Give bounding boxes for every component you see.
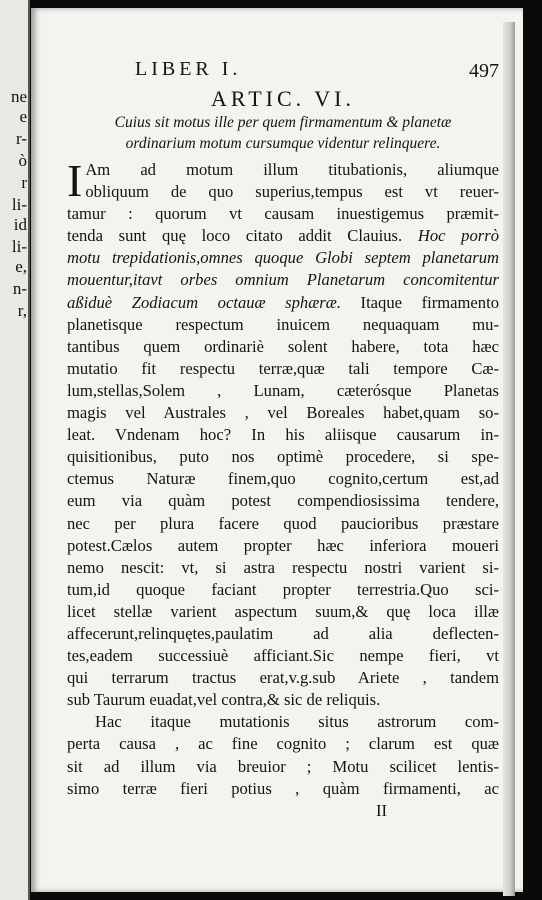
- drop-cap: I: [67, 155, 83, 206]
- catchword: II: [375, 800, 387, 820]
- margin-fragment: e: [19, 107, 27, 126]
- article-heading: ARTIC. VI.: [211, 86, 355, 111]
- text-line: ctemus Naturæ finem,quo cognito,certum est,ad: [67, 469, 499, 489]
- text-line: simo terræ fieri potius , quàm firmamenti, ac: [67, 778, 499, 798]
- margin-fragment: id: [13, 215, 27, 234]
- text-line: quisitionibus, puto nos optimè procedere, si spe-: [67, 447, 499, 467]
- margin-fragment: r,: [17, 301, 27, 320]
- text-line: nec per plura facere quod paucioribus præstare: [67, 513, 499, 533]
- page-text: [67, 58, 499, 822]
- margin-fragment: ò: [18, 151, 27, 170]
- previous-page-edge: [0, 0, 30, 900]
- text-line: magis vel Australes , vel Boreales habet,quam so-: [67, 403, 499, 423]
- book-page: [31, 8, 523, 892]
- text-line: sub Taurum euadat,vel contra,& sic de reliquis.: [67, 690, 381, 710]
- margin-fragment: li-: [11, 237, 27, 256]
- text-line: eum via quàm potest compendiosissima tendere,: [67, 491, 499, 511]
- text-line: tamur : quorum vt causam inuestigemus præmit-: [67, 204, 499, 224]
- text-line: leat. Vndenam hoc? In his aliisque causarum in-: [67, 425, 499, 445]
- text-line: nemo nescit: vt, si astra respectu nostri varient si-: [67, 557, 499, 577]
- text-line: Hac itaque mutationis situs astrorum com-: [95, 712, 499, 732]
- text-line: tantibus quem ordinariè solent habere, tota hæc: [67, 336, 499, 356]
- text-line: mouentur,itavt orbes omnium Planetarum concomitentur: [67, 270, 499, 290]
- summary-line: Cuius sit motus ille per quem firmamentum & planetæ: [114, 114, 452, 131]
- text-line: potest.Cælos autem propter hæc inferiora moueri: [67, 535, 499, 555]
- margin-fragment: r-: [16, 129, 27, 148]
- text-line: Am ad motum illum titubationis, aliumque: [85, 160, 499, 179]
- text-line: licet stellæ varient aspectum suum,& quę loca illæ: [67, 601, 499, 621]
- running-title: LIBER I.: [135, 58, 242, 80]
- text-line: sit ad illum via breuior ; Motu scilicet lentis-: [67, 756, 499, 776]
- margin-fragment: r: [21, 173, 27, 192]
- summary-line: ordinarium motum cursumque videntur relinquere.: [125, 134, 441, 152]
- page-number: 497: [469, 60, 499, 82]
- text-line: perta causa , ac fine cognito ; clarum est quæ: [67, 734, 499, 754]
- article-summary: [67, 113, 499, 154]
- text-line: affecerunt,relinquętes,paulatim ad alia deflecten-: [67, 623, 499, 643]
- text-line: qui terrarum tractus erat,v.g.sub Ariete , tandem: [67, 668, 499, 688]
- text-line: lum,stellas,Solem , Lunam, cæterósque Planetas: [67, 380, 499, 400]
- body-paragraph: [67, 155, 499, 711]
- text-line: obliquum de quo superius,tempus est vt reuer-: [85, 182, 499, 202]
- page-edge-shadow: [503, 22, 515, 896]
- margin-fragment: li-: [11, 195, 27, 214]
- text-line: motu trepidationis,omnes quoque Globi septem planetarum: [67, 248, 499, 268]
- text-line: tum,id quoque faciant propter terrestria.Quo sci-: [67, 579, 499, 599]
- margin-fragment: n-: [12, 279, 27, 298]
- text-line: mutatio fit respectu terræ,quæ tali tempore Cæ-: [67, 358, 499, 378]
- text-line: tes,eadem successiuè afficiant.Sic nempe fieri, vt: [67, 646, 499, 666]
- body-paragraph: [67, 711, 499, 799]
- text-line: aßiduè Zodiacum octauæ sphæræ. Itaque firmamento: [67, 292, 499, 312]
- margin-fragment: e,: [15, 257, 27, 276]
- running-head: [135, 58, 499, 84]
- text-line: tenda sunt quę loco citato addit Clauius. Hoc porrò: [67, 226, 499, 246]
- text-line: planetisque respectum inuicem nequaquam mu-: [67, 314, 499, 334]
- margin-fragment: ne: [10, 87, 27, 106]
